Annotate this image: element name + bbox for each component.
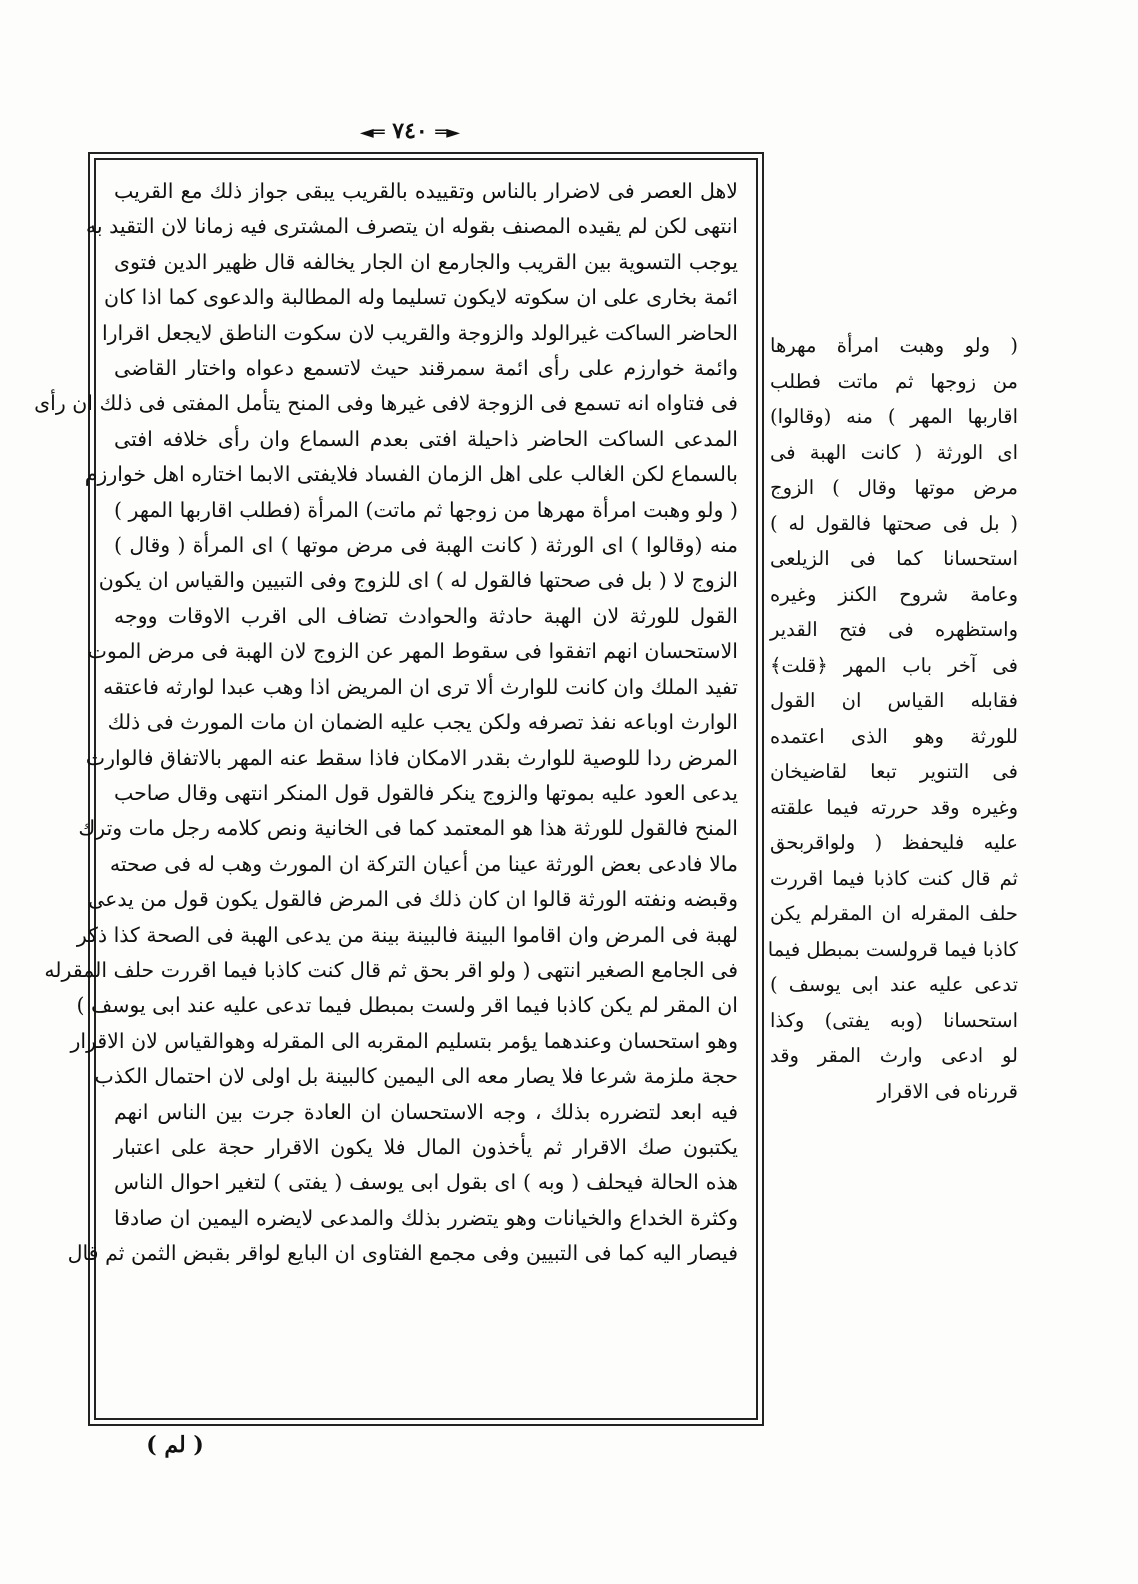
margin-text-line: فى آخر باب المهر ﴿قلت﴾ <box>770 653 1018 677</box>
main-text-line: وهو استحسان وعندهما يؤمر بتسليم المقربه الى المقرله وهوالقياس لان الاقرار <box>70 1028 738 1053</box>
margin-text-line: وعامة شروح الكنز وغيره <box>770 582 1018 606</box>
left-ornament-icon: ◄═ <box>359 122 385 143</box>
main-text-line: المرض ردا للوصية للوارث بقدر الامكان فاذا سقط عنه المهر بالاتفاق فالوارث <box>85 745 738 770</box>
right-ornament-icon: ═► <box>435 122 461 143</box>
main-text-line: فيه ابعد لتضرره بذلك ، وجه الاستحسان ان العادة جرت بين الناس انهم <box>114 1099 738 1124</box>
main-text-line: الحاضر الساكت غيرالولد والزوجة والقريب لان سكوت الناطق لايجعل اقرارا <box>101 320 738 345</box>
main-text-line: يدعى العود عليه بموتها والزوج ينكر فالقول قول المنكر انتهى وقال صاحب <box>114 780 738 805</box>
main-text-line: فى فتاواه انه تسمع فى الزوجة لافى غيرها وفى المنح يتأمل المفتى فى ذلك ان رأى <box>34 391 738 416</box>
main-text-line: فى الجامع الصغير انتهى ( ولو اقر بحق ثم قال كنت كاذبا فيما اقررت حلف المقرله <box>44 957 738 982</box>
margin-text-line: قررناه فى الاقرار <box>877 1079 1018 1103</box>
margin-text-line: ثم قال كنت كاذبا فيما اقررت <box>770 866 1018 890</box>
main-text-line: ( ولو وهبت امرأة مهرها من زوجها ثم ماتت) المرأة (فطلب اقاربها المهر ) <box>114 497 738 522</box>
main-text-line: القول للورثة لان الهبة حادثة والحوادث تضاف الى اقرب الاوقات ووجه <box>114 603 738 628</box>
margin-text-line: عليه فليحفظ ( ولواقربحق <box>770 831 1018 854</box>
main-text-line: وائمة خوارزم على رأى ائمة سمرقند حيث لاتسمع دعواه واختار القاضى <box>114 356 738 381</box>
main-text-line: الاستحسان انهم اتفقوا فى سقوط المهر عن الزوج لان الهبة فى مرض الموت <box>87 639 738 664</box>
margin-text-line: للورثة وهو الذى اعتمده <box>770 724 1018 748</box>
main-text-line: ان المقر لم يكن كاذبا فيما اقر ولست بمبطل فيما تدعى عليه عند ابى يوسف ) <box>76 993 738 1018</box>
main-text-frame <box>34 158 758 1420</box>
main-text-line: مالا فادعى بعض الورثة عينا من أعيان التركة ان المورث وهب له فى صحته <box>109 851 738 876</box>
margin-text-line: واستظهره فى فتح القدير <box>770 618 1018 641</box>
main-text-line: وكثرة الخداع والخيانات وهو يتضرر بذلك والمدعى لايضره اليمين ان صادقا <box>114 1205 738 1230</box>
margin-text-line: لو ادعى وارث المقر وقد <box>770 1044 1018 1067</box>
margin-text-line: اقاربها المهر ) منه (وقالوا) <box>770 405 1018 428</box>
main-text-line: يوجب التسوية بين القريب والجارمع ان الجار يخالفه قال ظهير الدين فتوى <box>114 249 738 274</box>
margin-text-line: استحسانا (وبه يفتى) وكذا <box>770 1008 1018 1032</box>
main-text-line: المدعى الساكت الحاضر ذاحيلة افتى بعدم السماع وان رأى خلافه افتى <box>114 426 738 451</box>
margin-text-line: من زوجها ثم ماتت فطلب <box>770 369 1018 393</box>
margin-text-line: وغيره وقد حررته فيما علقته <box>770 795 1018 819</box>
main-text-line: هذه الحالة فيحلف ( وبه ) اى بقول ابى يوسف ( يفتى ) لتغير احوال الناس <box>114 1170 738 1195</box>
margin-text-line: مرض موتها وقال ) الزوج <box>770 476 1018 499</box>
main-text-line: يكتبون صك الاقرار ثم يأخذون المال فلا يكون الاقرار حجة على اعتبار <box>114 1134 738 1159</box>
main-text-line: انتهى لكن لم يقيده المصنف بقوله ان يتصرف المشترى فيه زمانا لان التقيد به <box>85 214 738 239</box>
page-number <box>340 118 480 144</box>
margin-commentary <box>767 328 1018 1109</box>
catchword: ( لم ) <box>146 1432 204 1458</box>
margin-text-line: تدعى عليه عند ابى يوسف ) <box>770 973 1018 996</box>
margin-text-line: فى التنوير تبعا لقاضيخان <box>770 760 1018 783</box>
main-text-line: لهبة فى المرض وان اقاموا البينة فالبينة بينة من يدعى الهبة فى الصحة كذا ذكر <box>76 922 738 947</box>
main-text-line: حجة ملزمة شرعا فلا يصار معه الى اليمين كالبينة بل اولى لان احتمال الكذب <box>94 1064 738 1089</box>
margin-text-line: فقابله القياس ان القول <box>770 689 1018 712</box>
main-text-line: الزوج لا ( بل فى صحتها فالقول له ) اى للزوج وفى التبيين والقياس ان يكون <box>98 568 738 593</box>
margin-text-line: حلف المقرله ان المقرلم يكن <box>770 902 1018 925</box>
main-text-line: المنح فالقول للورثة هذا هو المعتمد كما فى الخانية ونص كلامه رجل مات وترك <box>78 816 738 841</box>
main-text-line: ائمة بخارى على ان سكوته لايكون تسليما وله المطالبة والدعوى كما اذا كان <box>104 285 738 310</box>
main-text-line: وقبضه ونفته الورثة قالوا ان كان ذلك فى المرض فالقول يكون قول من يدعى <box>88 887 738 912</box>
page-number-value: ٧٤٠ <box>392 118 428 144</box>
main-text-line: تفيد الملك وان كانت للوارث ألا ترى ان المريض اذا وهب عبدا لوارثه فاعتقه <box>103 674 738 699</box>
main-text-line: فيصار اليه كما فى التبيين وفى مجمع الفتاوى ان البايع لواقر بقبض الثمن ثم قال <box>67 1241 738 1266</box>
margin-text-line: كاذبا فيما قرولست بمبطل فيما <box>767 937 1018 961</box>
margin-text-line: اى الورثة ( كانت الهبة فى <box>770 440 1018 464</box>
main-text-line: لاهل العصر فى لاضرار بالناس وتقييده بالقريب يبقى جواز ذلك مع القريب <box>114 179 738 203</box>
margin-text-line: ( بل فى صحتها فالقول له ) <box>770 511 1018 535</box>
main-text-line: بالسماع لكن الغالب على اهل الزمان الفساد فلايفتى الابما اختاره اهل خوارزم <box>84 462 738 487</box>
main-text-line: الوارث اوباعه نفذ تصرفه ولكن يجب عليه الضمان ان مات المورث فى ذلك <box>107 710 738 735</box>
main-text-line: منه (وقالوا ) اى الورثة ( كانت الهبة فى مرض موتها ) اى المرأة ( وقال ) <box>114 533 738 558</box>
margin-text-line: ( ولو وهبت امرأة مهرها <box>770 334 1018 357</box>
margin-text-line: استحسانا كما فى الزيلعى <box>770 547 1018 570</box>
